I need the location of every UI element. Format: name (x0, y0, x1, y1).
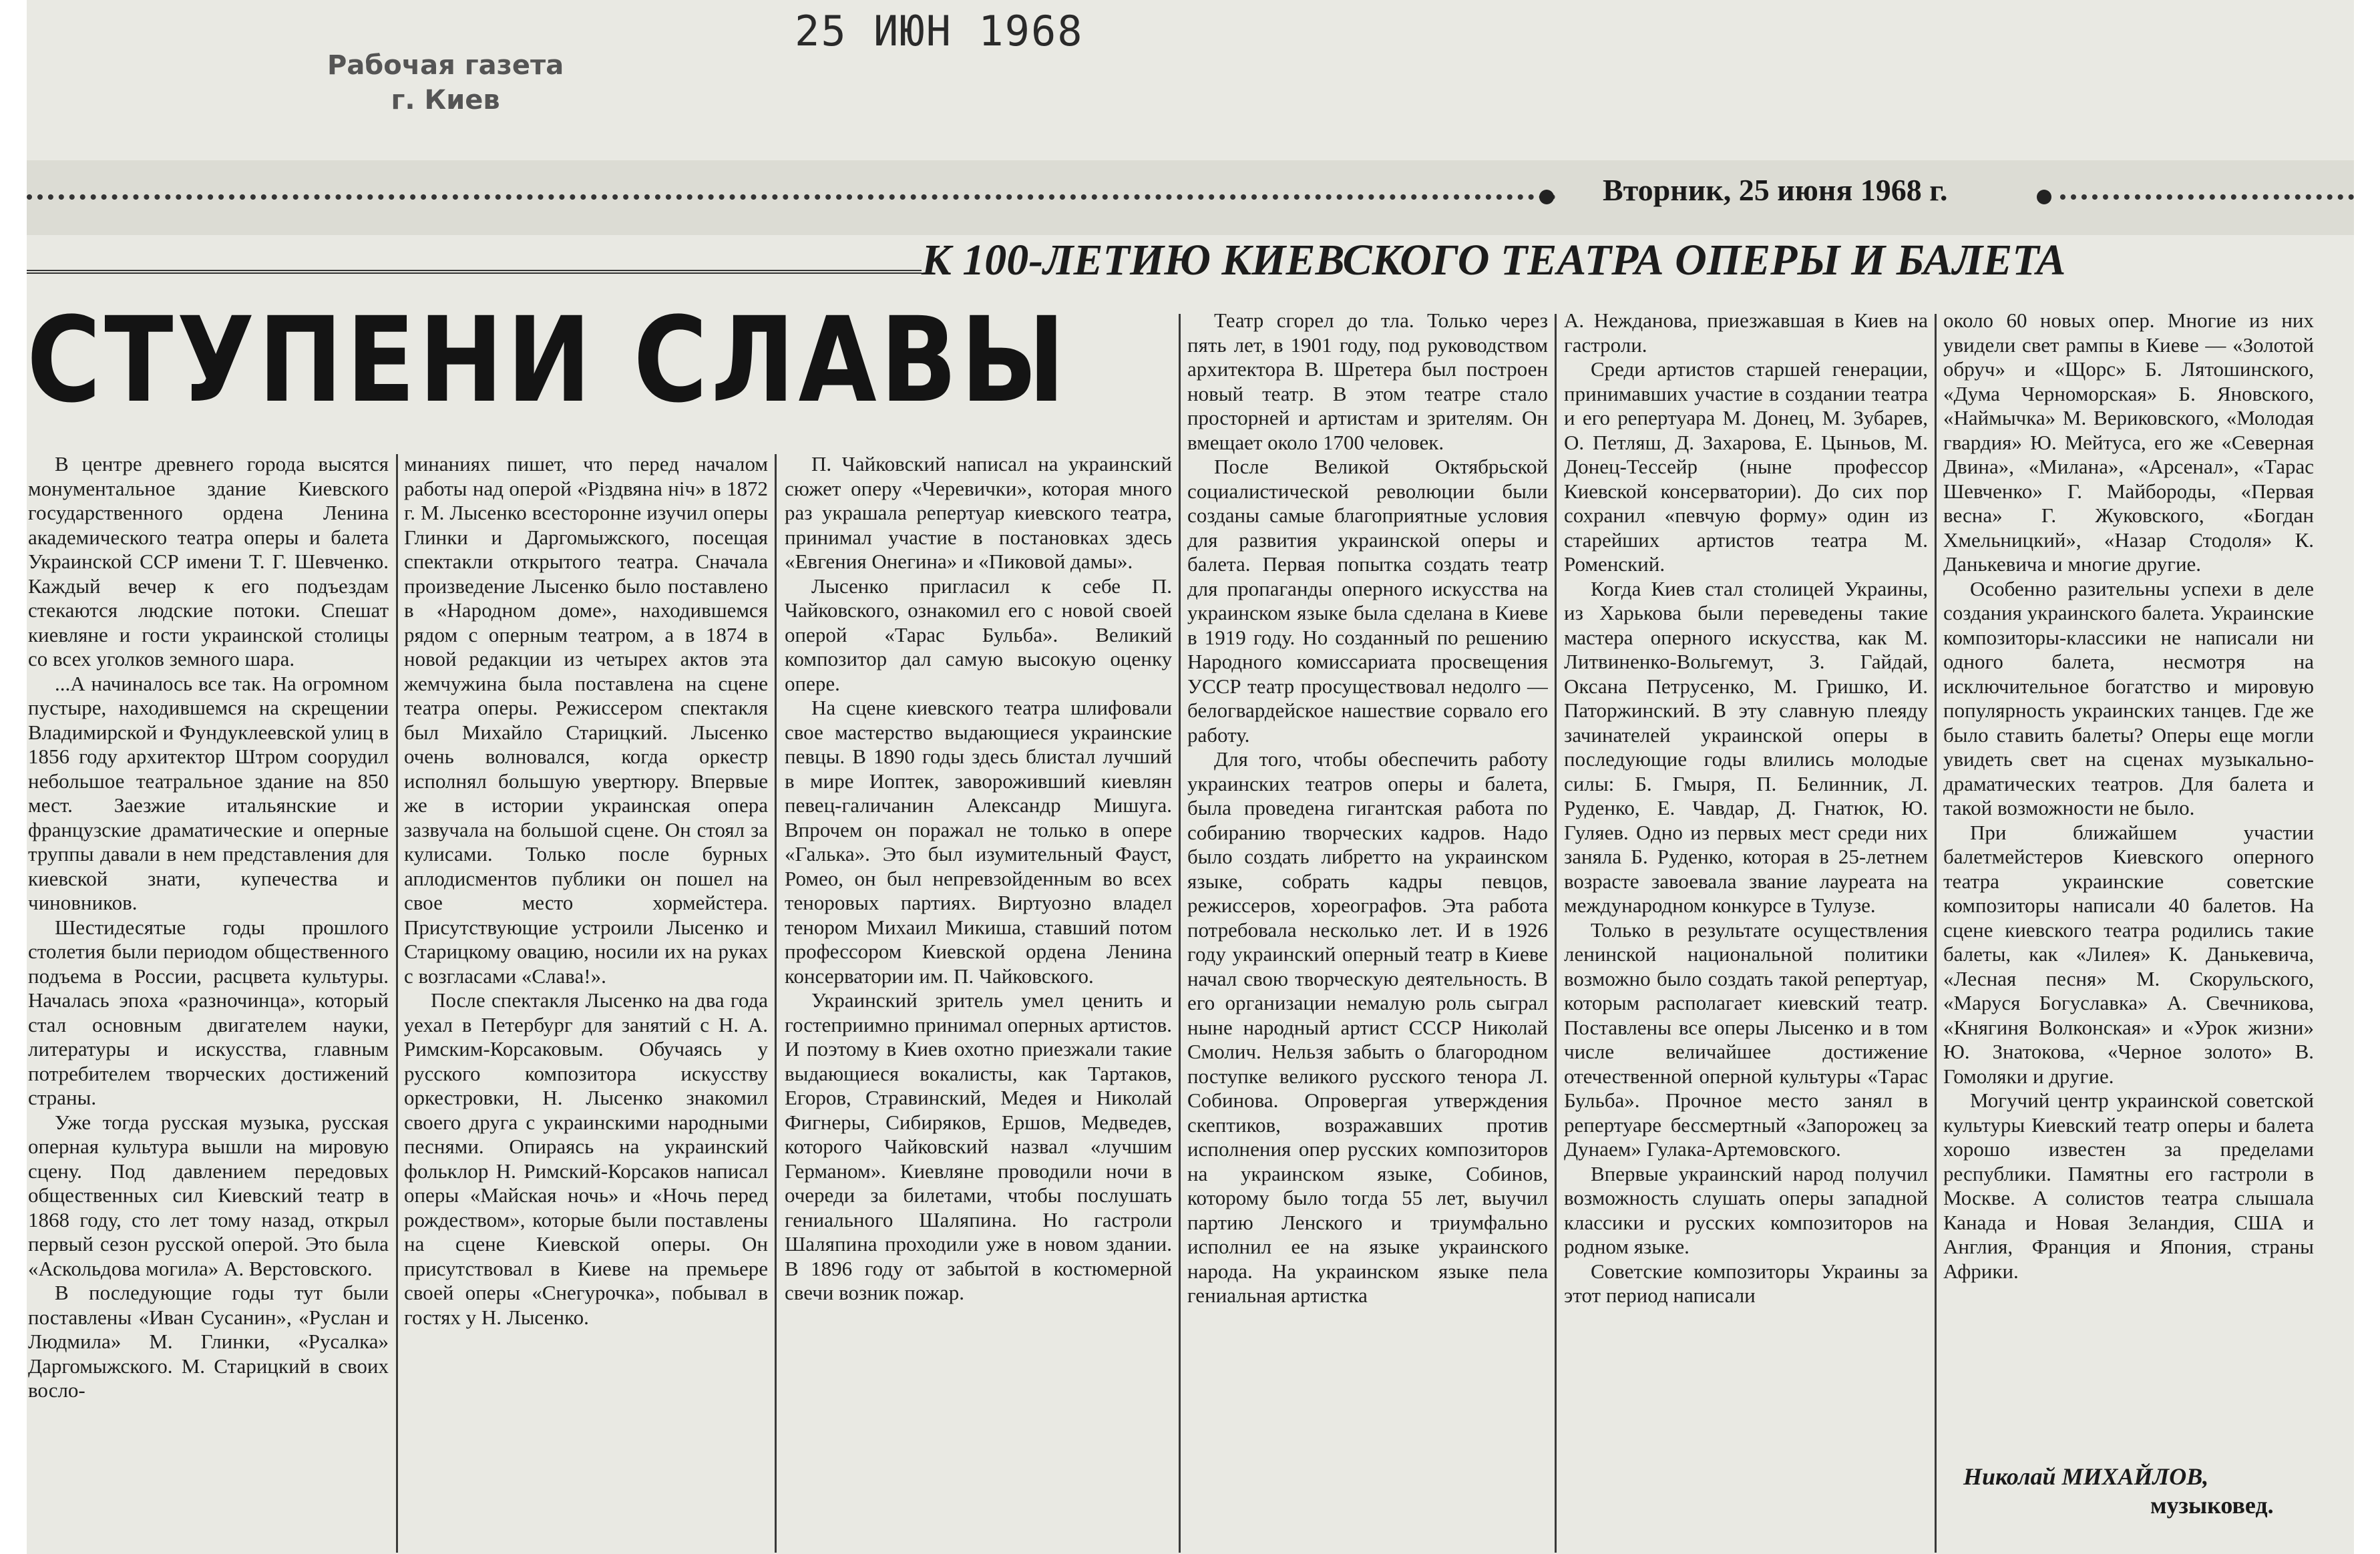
paragraph: После Великой Октябрьской социалистической революции были созданы самые благоприятные условия для развития украинской оперы и балета. Первая попытка создать театр для пропаганды оперного искусства на украинском языке была сделана в Киеве в 1919 году. Но созданный по решению Народного комиссариата просвещения УССР театр просуществовал недолго — белогвардейское нашествие сорвало его работу. (1187, 455, 1548, 747)
paragraph: Впервые украинский народ получил возможность слушать оперы западной классики и русских композиторов на родном языке. (1564, 1161, 1928, 1258)
paragraph: При ближайшем участии балетмейстеров Киевского оперного театра украинские советские композиторы написали 40 балетов. На сцене киевского театра родились такие балеты, как «Лилея» К. Данькевича, «Лесная песня» М. Скорульского, «Маруся Богуславка» А. Свечникова, «Княгиня Волконская» и «Урок жизни» Ю. Знатокова, «Черное золото» В. Гомоляки и другие. (1943, 820, 2314, 1088)
newspaper-stamp-city: г. Киев (391, 85, 500, 116)
article-column-2 (404, 452, 768, 1554)
paragraph: Советские композиторы Украины за этот период написали (1564, 1259, 1928, 1307)
article-column-5 (1564, 309, 1928, 1554)
column-rule (1179, 314, 1181, 1553)
author-name: Николай МИХАЙЛОВ, (1963, 1463, 2209, 1490)
paragraph: А. Нежданова, приезжавшая в Киев на гастроли. (1564, 309, 1928, 357)
masthead-dotted-rule (2060, 194, 2354, 200)
paragraph: Шестидесятые годы прошлого столетия были периодом общественного подъема в России, расцвета культуры. Началась эпоха «разночинца», который стал основным двигателем науки, литературы и искусства, главным потребителем творческих достижений страны. (28, 915, 389, 1109)
article-column-1 (28, 452, 389, 1554)
paragraph: Для того, чтобы обеспечить работу украинских театров оперы и балета, была проведена гигантская работа по собиранию творческих кадров. Надо было создать либретто на украинском языке, собрать кадры певцов, режиссеров, хореографов. Эта работа потребовала несколько лет. И в 1926 году украинский оперный театр в Киеве начал свою творческую деятельность. В его организации немалую роль сыграл ныне народный артист СССР Николай Смолич. Нельзя забыть о благородном поступке великого русского тенора Л. Собинова. Опровергая утверждения скептиков, возражавших против исполнения опер русских композиторов на украинском языке, Собинов, которому было тогда 55 лет, выучил партию Ленского и триумфально исполнил ее на языке украинского народа. На украинском языке пела гениальная артистка (1187, 747, 1548, 1307)
paragraph: Украинский зритель умел ценить и гостеприимно принимал оперных артистов. И поэтому в Киев охотно приезжали такие выдающиеся вокалисты, как Тартаков, Егоров, Стравинский, Медея и Николай Фигнеры, Сибиряков, Ершов, Медведев, которого Чайковский назвал «лучшим Германом». Киевляне проводили ночи в очереди за билетами, чтобы послушать гениального Шаляпина. Но гастроли Шаляпина проходили уже в новом здании. В 1896 году от забытой в костюмерной свечи возник пожар. (785, 988, 1172, 1304)
paragraph: П. Чайковский написал на украинский сюжет оперу «Черевички», которая много раз украшала репертуар киевского театра, принимал участие в постановках здесь «Евгения Онегина» и «Пиковой дамы». (785, 452, 1172, 573)
paragraph: Среди артистов старшей генерации, принимавших участие в создании театра и его репертуара М. Донец, М. Зубарев, О. Петляш, Д. Захарова, Е. Цыньов, М. Донец-Тессейр (ныне профессор Киевской консерватории). До сих пор сохранил «певчую форму» один из старейших артистов театра М. Роменский. (1564, 357, 1928, 576)
paragraph: Только в результате осуществления ленинской национальной политики возможно было создать такой репертуар, которым располагает киевский театр. Поставлены все оперы Лысенко и в том числе величайшее достижение отечественной оперной культуры «Тарас Бульба». Прочное место занял в репертуаре бессмертный «Запорожец за Дунаем» Гулака-Артемовского. (1564, 918, 1928, 1161)
column-rule (396, 454, 398, 1553)
paragraph: В центре древнего города высятся монументальное здание Киевского государственного ордена Ленина академического театра оперы и балета Украинской ССР имени Т. Г. Шевченко. Каждый вечер к его подъездам стекаются людские потоки. Спешат киевляне и гости украинской столицы со всех уголков земного шара. (28, 452, 389, 670)
rubric-rule (27, 270, 922, 274)
paragraph: После спектакля Лысенко на два года уехал в Петербург для занятий с Н. А. Римским-Корсаковым. Обучаясь у русского композитора искусству оркестровки, Н. Лысенко знакомил своего друга с украинскими народными песнями. Опираясь на украинский фольклор Н. Римский-Корсаков написал оперы «Майская ночь» и «Ночь перед рождеством», которые были поставлены на сцене Киевской оперы. Он присутствовал в Киеве на премьере своей оперы «Снегурочка», побывал в гостях у Н. Лысенко. (404, 988, 768, 1329)
paragraph: Могучий центр украинской советской культуры Киевский театр оперы и балета хорошо известен за пределами республики. Памятны его гастроли в Москве. А солистов театра слышала Канада и Новая Зеландия, США и Англия, Франция и Япония, страны Африки. (1943, 1089, 2314, 1283)
newspaper-stamp-name: Рабочая газета (327, 50, 564, 81)
newspaper-stamp (327, 48, 564, 118)
rubric: К 100-ЛЕТИЮ КИЕВСКОГО ТЕАТРА ОПЕРЫ И БАЛЕТА (922, 236, 2066, 284)
masthead-dotted-rule (27, 194, 1556, 200)
paragraph: Театр сгорел до тла. Только через пять лет, в 1901 году, под руководством архитектора В. Шретера был построен новый театр. В этом театре стало просторней и артистам и зрителям. Он вмещает около 1700 человек. (1187, 309, 1548, 454)
paragraph: В последующие годы тут были поставлены «Иван Сусанин», «Руслан и Людмила» М. Глинки, «Русалка» Даргомыжского. М. Старицкий в своих восло- (28, 1281, 389, 1402)
paragraph: минаниях пишет, что перед началом работы над оперой «Різдвяна ніч» в 1872 г. М. Лысенко всесторонне изучил оперы Глинки и Даргомыжского, посещая спектакли открытого театра. Сначала произведение Лысенко было поставлено в «Народном доме», находившемся рядом с оперным театром, а в 1874 в новой редакции из четырех актов эта жемчужина была поставлена на сцене театра оперы. Режиссером спектакля был Михайло Старицкий. Лысенко очень волновался, когда оркестр исполнял большую увертюру. Впервые же в истории украинская опера зазвучала на большой сцене. Он стоял за кулисами. Только после бурных аплодисментов публики он пошел на свое место хормейстера. Присутствующие устроили Лысенко и Старицкому овацию, носили их на руках с возгласами «Слава!». (404, 452, 768, 988)
article-column-6 (1943, 309, 2314, 1457)
column-rule (1555, 314, 1557, 1553)
paragraph: Уже тогда русская музыка, русская оперная культура вышли на мировую сцену. Под давлением передовых общественных сил Киевский театр в 1868 году, сто лет тому назад, открыл первый сезон русской оперой. Это была «Аскольдова могила» А. Верстовского. (28, 1110, 389, 1280)
date-stamp: 25 ИЮН 1968 (795, 7, 1084, 55)
article-column-3 (785, 452, 1172, 1554)
column-rule (775, 454, 777, 1553)
column-rule (1935, 314, 1937, 1553)
issue-date: Вторник, 25 июня 1968 г. (1603, 173, 1948, 207)
author-role: музыковед. (2150, 1492, 2274, 1519)
article-column-4 (1187, 309, 1548, 1554)
bullet-dot (2037, 190, 2051, 204)
paragraph: Когда Киев стал столицей Украины, из Харькова были переведены такие мастера оперного искусства, как М. Литвиненко-Вольгемут, З. Гайдай, Оксана Петрусенко, М. Гришко, И. Паторжинский. В эту славную плеяду зачинателей украинской оперы в последующие годы влились молодые силы: Б. Гмыря, П. Белинник, Л. Руденко, Е. Чавдар, Д. Гнатюк, Ю. Гуляев. Одно из первых мест среди них заняла Б. Руденко, которая в 25-летнем возрасте завоевала звание лауреата на международном конкурсе в Тулузе. (1564, 576, 1928, 917)
paragraph: На сцене киевского театра шлифовали свое мастерство выдающиеся украинские певцы. В 1890 годы здесь блистал лучший в мире Иоптек, завороживший киевлян певец-галичанин Александр Мишуга. Впрочем он поражал не только в опере «Галька». Это был изумительный Фауст, Ромео, он был непревзойденным во всех теноровых партиях. Виртуозно владел тенором Михаил Микиша, ставший потом профессором Киевской ордена Ленина консерватории им. П. Чайковского. (785, 696, 1172, 988)
bullet-dot (1539, 190, 1554, 204)
paragraph: Лысенко пригласил к себе П. Чайковского, ознакомил его с новой своей оперой «Тарас Бульба». Великий композитор дал самую высокую оценку опере. (785, 574, 1172, 695)
paragraph: около 60 новых опер. Многие из них увидели свет рампы в Киеве — «Золотой обруч» и «Щорс» Б. Лятошинского, «Дума Черноморская» Б. Яновского, «Наймычка» М. Вериковского, «Молодая гвардия» Ю. Мейтуса, его же «Северная Двина», «Милана», «Арсенал», «Тарас Шевченко» Г. Майбороды, «Первая весна» Г. Жуковского, «Богдан Хмельницкий», «Назар Стодоля» К. Данькевича и многие другие. (1943, 309, 2314, 576)
headline: СТУПЕНИ СЛАВЫ (27, 292, 1069, 429)
paragraph: Особенно разительны успехи в деле создания украинского балета. Украинские композиторы-классики не написали ни одного балета, несмотря на исключительное богатство и мировую популярность украинских танцев. Где же было ставить балеты? Оперы еще могли увидеть свет на сценах музыкально-драматических театров. Для балета и такой возможности не было. (1943, 576, 2314, 819)
paragraph: ...А начиналось все так. На огромном пустыре, находившемся на скрещении Владимирской и Фундуклеевской улиц в 1856 году архитектор Штром соорудил небольшое театральное здание на 850 мест. Заезжие итальянские и французские драматические и оперные труппы давали в нем представления для киевской знати, купечества и чиновников. (28, 671, 389, 914)
